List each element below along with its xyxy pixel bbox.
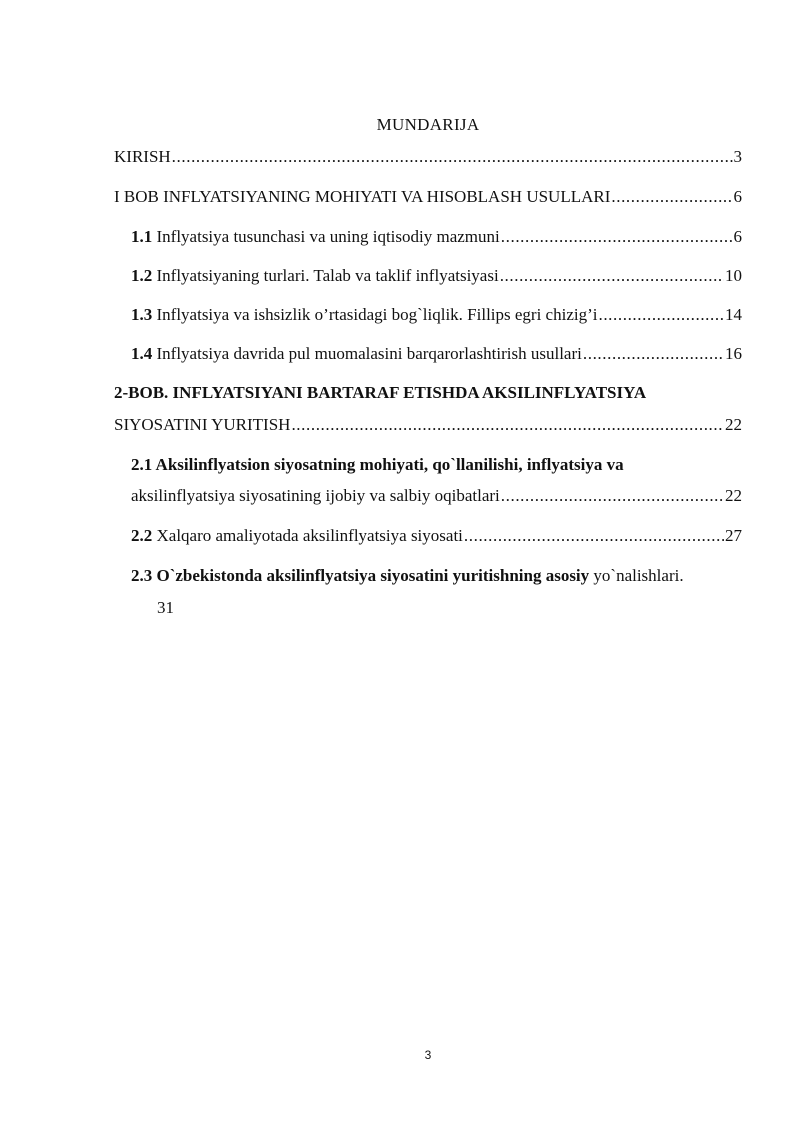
toc-page-number: 6 (733, 227, 742, 246)
section-title: Inflyatsiya va ishsizlik o’rtasidagi bog`liqlik. Fillips egri chizig’i (152, 305, 598, 324)
dot-leader (501, 226, 733, 248)
toc-entry-section-1-3[interactable] (131, 304, 742, 326)
section-title-bold: 2.3 O`zbekistonda aksilinflyatsiya siyosatini yuritishning asosiy (131, 566, 590, 585)
section-title: Inflyatsiya davrida pul muomalasini barqarorlashtirish usullari (152, 344, 582, 363)
toc-entry-chapter-2[interactable] (114, 414, 742, 436)
toc-entry-section-1-4[interactable] (131, 343, 742, 365)
toc-page-number: 22 (725, 486, 742, 505)
toc-entry-section-2-1[interactable] (131, 485, 742, 507)
section-number: 1.2 (131, 266, 153, 285)
dot-leader (501, 485, 724, 507)
section-title: Xalqaro amaliyotada aksilinflyatsiya siyosati (152, 526, 463, 545)
toc-entry-text (131, 304, 597, 326)
dot-leader (500, 265, 724, 287)
section-number: 1.4 (131, 344, 153, 363)
toc-entry-text: KIRISH (114, 147, 171, 166)
toc-entry-text (131, 343, 582, 365)
toc-entry-section-1-2[interactable] (131, 265, 742, 287)
toc-entry-text: SIYOSATINI YURITISH (114, 415, 291, 434)
toc-entry-text (131, 265, 499, 287)
toc-page-number: 27 (725, 526, 742, 545)
toc-page-number-2-3: 31 (157, 598, 174, 617)
toc-entry-text: aksilinflyatsiya siyosatining ijobiy va salbiy oqibatlari (131, 486, 500, 505)
toc-entry-section-2-2[interactable] (131, 525, 742, 547)
toc-title: MUNDARIJA (376, 115, 480, 134)
page-footer-number: 3 (424, 1048, 432, 1062)
toc-entry-text (131, 226, 500, 248)
dot-leader (583, 343, 724, 365)
toc-entry-chapter-1[interactable] (114, 186, 742, 208)
dot-leader (598, 304, 724, 326)
toc-page-number: 22 (725, 415, 742, 434)
toc-entry-intro[interactable] (114, 146, 742, 168)
dot-leader (464, 525, 724, 547)
toc-entry-section-2-3[interactable] (131, 565, 684, 587)
section-number: 1.1 (131, 227, 153, 246)
section-number: 1.3 (131, 305, 153, 324)
toc-entry-text: I BOB INFLYATSIYANING MOHIYATI VA HISOBLASH USULLARI (114, 187, 611, 206)
toc-entry-chapter-2-line-1[interactable]: 2-BOB. INFLYATSIYANI BARTARAF ETISHDA AKSILINFLYATSIYA (114, 383, 647, 402)
toc-entry-section-2-1-line-1[interactable]: 2.1 Aksilinflyatsion siyosatning mohiyati, qo`llanilishi, inflyatsiya va (131, 455, 624, 474)
toc-page-number: 16 (725, 344, 742, 363)
toc-entry-text (131, 525, 463, 547)
toc-page-number: 6 (733, 187, 742, 206)
toc-page-number: 14 (725, 305, 742, 324)
dot-leader (611, 186, 732, 208)
section-title: Inflyatsiyaning turlari. Talab va taklif inflyatsiyasi (152, 266, 499, 285)
dot-leader (291, 414, 724, 436)
toc-entry-section-1-1[interactable] (131, 226, 742, 248)
section-number: 2.2 (131, 526, 153, 545)
dot-leader (172, 146, 733, 168)
toc-page-number: 10 (725, 266, 742, 285)
section-title: Inflyatsiya tusunchasi va uning iqtisodiy mazmuni (152, 227, 500, 246)
toc-page-number: 3 (733, 147, 742, 166)
section-title-rest: yo`nalishlari. (589, 566, 684, 585)
